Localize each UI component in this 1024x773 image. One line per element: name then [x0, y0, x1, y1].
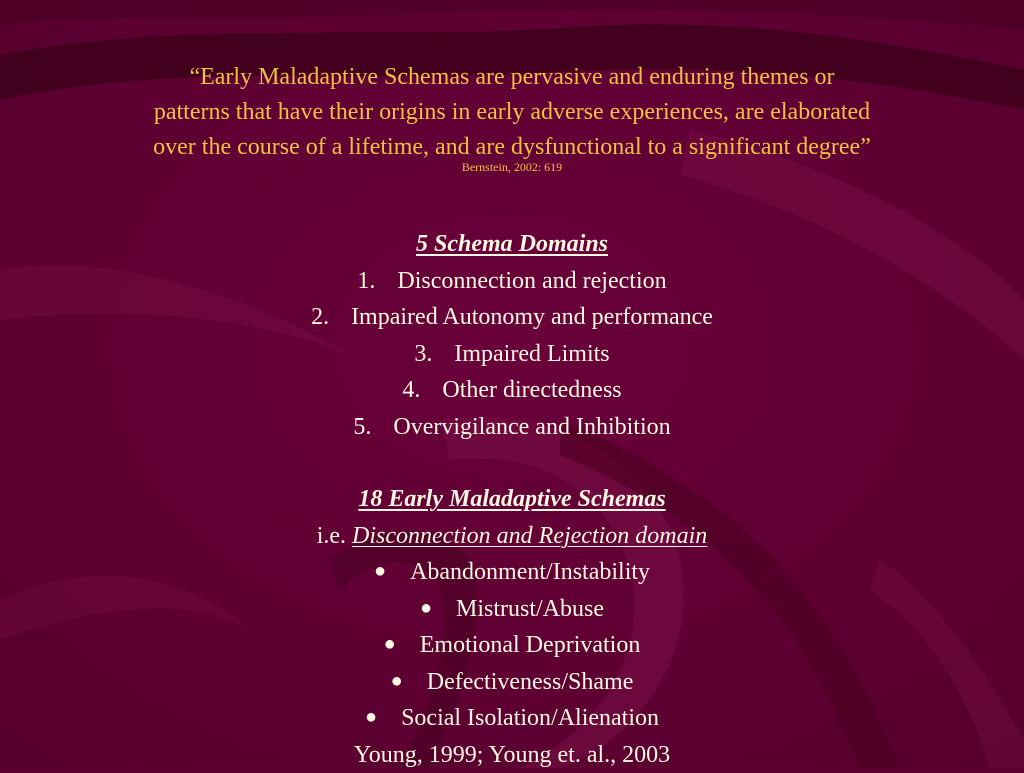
quote-citation: Bernstein, 2002: 619	[0, 160, 1024, 174]
bullet-icon: ●	[374, 553, 386, 590]
maladaptive-schemas-section	[0, 481, 1024, 773]
references: Young, 1999; Young et. al., 2003	[0, 737, 1024, 773]
domain-list-item	[0, 336, 1024, 373]
list-number: 3.	[414, 336, 432, 373]
quote-line: patterns that have their origins in early adverse experiences, are elaborated	[60, 95, 964, 130]
example-domain-line	[0, 518, 1024, 555]
schema-list-item	[0, 700, 1024, 737]
schema-label: Social Isolation/Alienation	[401, 705, 659, 731]
schema-label: Abandonment/Instability	[410, 559, 650, 585]
schema-list-item	[0, 627, 1024, 664]
example-prefix: i.e.	[317, 523, 346, 549]
quote-line: “Early Maladaptive Schemas are pervasive and enduring themes or	[60, 60, 964, 95]
list-number: 2.	[311, 299, 329, 336]
domain-list-item	[0, 263, 1024, 300]
domains-heading: 5 Schema Domains	[0, 226, 1024, 263]
domain-list-item	[0, 299, 1024, 336]
bullet-icon: ●	[384, 626, 396, 663]
domain-list-item	[0, 409, 1024, 446]
quote-line: over the course of a lifetime, and are dysfunctional to a significant degree”	[60, 130, 964, 165]
domain-label: Impaired Limits	[454, 341, 609, 367]
domain-label: Disconnection and rejection	[397, 268, 666, 294]
bullet-icon: ●	[391, 663, 403, 700]
schema-label: Defectiveness/Shame	[427, 669, 634, 695]
domain-list-item	[0, 372, 1024, 409]
list-number: 5.	[353, 409, 371, 446]
example-domain-name: Disconnection and Rejection domain	[352, 523, 707, 549]
schema-label: Emotional Deprivation	[420, 632, 641, 658]
list-number: 1.	[357, 263, 375, 300]
bullet-icon: ●	[420, 590, 432, 627]
domain-label: Other directedness	[442, 377, 621, 403]
schemas-heading: 18 Early Maladaptive Schemas	[0, 481, 1024, 518]
schema-label: Mistrust/Abuse	[456, 596, 604, 622]
schema-definition-quote	[60, 60, 964, 165]
schema-list-item	[0, 554, 1024, 591]
domain-label: Overvigilance and Inhibition	[393, 414, 670, 440]
domain-label: Impaired Autonomy and performance	[351, 304, 713, 330]
schema-list-item	[0, 664, 1024, 701]
list-number: 4.	[402, 372, 420, 409]
schema-domains-section	[0, 226, 1024, 445]
bullet-icon: ●	[365, 699, 377, 736]
schema-list-item	[0, 591, 1024, 628]
